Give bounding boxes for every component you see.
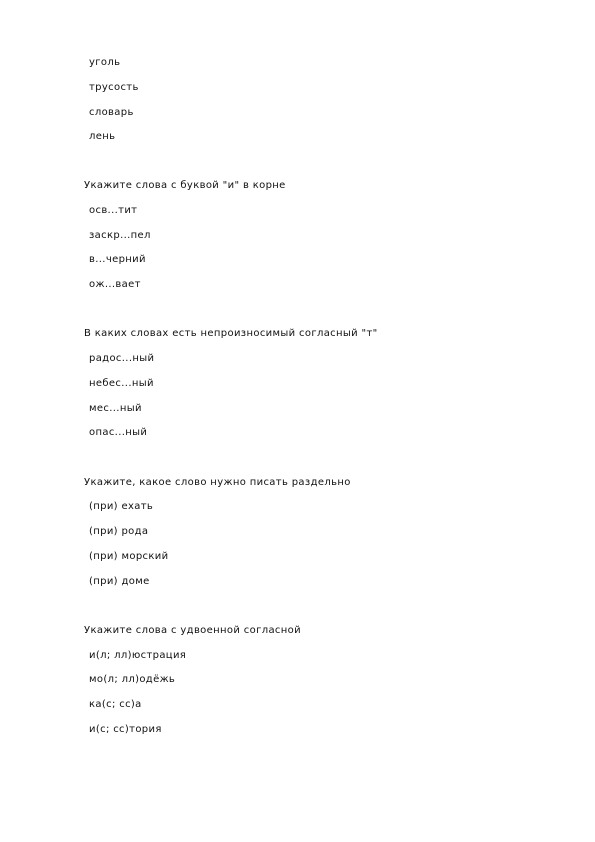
answer-option[interactable]: и(л; лл)юстрация xyxy=(89,650,187,661)
question-text: Укажите, какое слово нужно писать раздельно xyxy=(84,477,351,488)
question-text: В каких словах есть непроизносимый согласный "т" xyxy=(84,328,378,339)
answer-option[interactable]: (при) доме xyxy=(89,576,150,587)
answer-option[interactable]: опас...ный xyxy=(89,427,148,438)
answer-option[interactable]: (при) ехать xyxy=(89,501,154,512)
answer-option[interactable]: ка(с; сс)а xyxy=(89,699,142,710)
answer-option[interactable]: заскр...пел xyxy=(89,230,151,241)
answer-option[interactable]: радос...ный xyxy=(89,353,155,364)
answer-option[interactable]: осв...тит xyxy=(89,205,138,216)
answer-option[interactable]: словарь xyxy=(89,107,134,118)
answer-option[interactable]: мо(л; лл)одёжь xyxy=(89,674,176,685)
answer-option[interactable]: и(с; сс)тория xyxy=(89,724,162,735)
answer-option[interactable]: (при) рода xyxy=(89,526,149,537)
answer-option[interactable]: трусость xyxy=(89,82,139,93)
answer-option[interactable]: (при) морский xyxy=(89,551,169,562)
answer-option[interactable]: уголь xyxy=(89,57,121,68)
answer-option[interactable]: в...черний xyxy=(89,254,146,265)
question-text: Укажите слова с буквой "и" в корне xyxy=(84,180,286,191)
question-text: Укажите слова с удвоенной согласной xyxy=(84,625,301,636)
answer-option[interactable]: небес...ный xyxy=(89,378,154,389)
answer-option[interactable]: лень xyxy=(89,131,116,142)
answer-option[interactable]: мес...ный xyxy=(89,403,142,414)
answer-option[interactable]: ож...вает xyxy=(89,279,141,290)
